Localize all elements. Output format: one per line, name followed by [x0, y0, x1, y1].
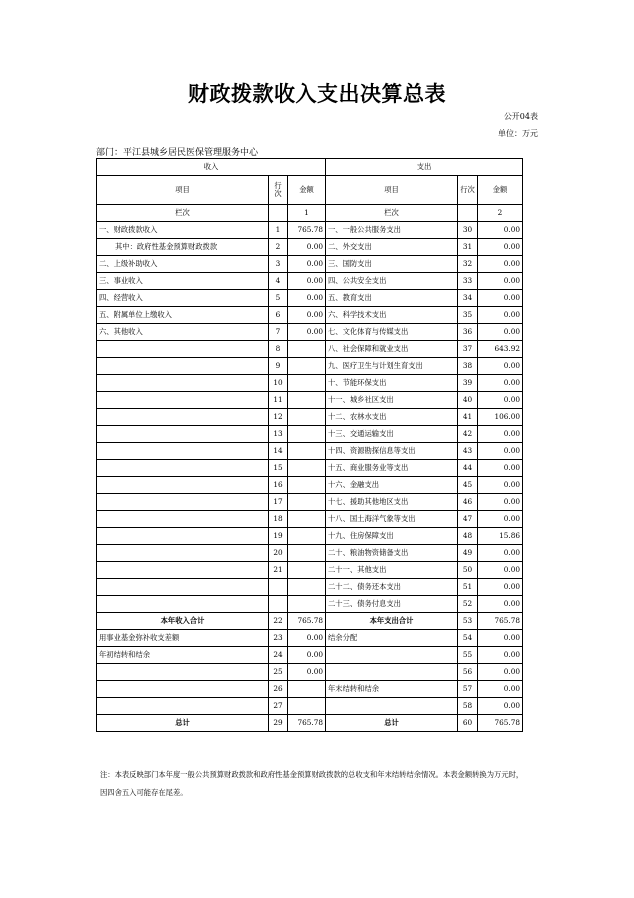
income-amount	[288, 392, 326, 409]
expense-item	[326, 698, 458, 715]
expense-line-number: 52	[458, 596, 478, 613]
income-line-number: 2	[269, 239, 288, 256]
income-line-number: 15	[269, 460, 288, 477]
expense-amount-header: 金额	[478, 176, 523, 205]
expense-item: 总计	[326, 715, 458, 732]
income-line-number: 18	[269, 511, 288, 528]
expense-item	[326, 664, 458, 681]
income-amount: 0.00	[288, 239, 326, 256]
table-row	[97, 443, 523, 460]
income-line-number: 14	[269, 443, 288, 460]
income-line-number: 11	[269, 392, 288, 409]
table-row	[97, 273, 523, 290]
income-item: 五、附属单位上缴收入	[97, 307, 269, 324]
income-item	[97, 545, 269, 562]
income-amount	[288, 494, 326, 511]
expense-amount: 0.00	[478, 256, 523, 273]
expense-line-number: 55	[458, 647, 478, 664]
income-line-number: 4	[269, 273, 288, 290]
income-amount	[288, 528, 326, 545]
income-amount	[288, 681, 326, 698]
income-item: 四、经营收入	[97, 290, 269, 307]
expense-line-number: 31	[458, 239, 478, 256]
expense-line-number: 34	[458, 290, 478, 307]
income-item	[97, 460, 269, 477]
income-column-number: 1	[288, 205, 326, 222]
budget-table	[96, 158, 523, 732]
expense-amount: 0.00	[478, 494, 523, 511]
expense-amount: 0.00	[478, 307, 523, 324]
income-amount	[288, 460, 326, 477]
table-row	[97, 222, 523, 239]
empty-cell	[269, 205, 288, 222]
income-amount-header: 金额	[288, 176, 326, 205]
page-title: 财政拨款收入支出决算总表	[188, 81, 446, 106]
header-row-section	[97, 159, 523, 176]
income-amount: 0.00	[288, 256, 326, 273]
expense-item: 十五、商业服务业等支出	[326, 460, 458, 477]
expense-line-number: 36	[458, 324, 478, 341]
table-row	[97, 375, 523, 392]
table-row	[97, 341, 523, 358]
income-amount	[288, 426, 326, 443]
expense-amount: 106.00	[478, 409, 523, 426]
income-item: 三、事业收入	[97, 273, 269, 290]
expense-line-number: 43	[458, 443, 478, 460]
income-amount	[288, 358, 326, 375]
income-item: 本年收入合计	[97, 613, 269, 630]
income-line-number: 13	[269, 426, 288, 443]
income-amount	[288, 698, 326, 715]
expense-item	[326, 647, 458, 664]
expense-line-number: 38	[458, 358, 478, 375]
table-row	[97, 528, 523, 545]
expense-item: 二十、粮油物资储备支出	[326, 545, 458, 562]
expense-amount: 0.00	[478, 273, 523, 290]
income-amount: 765.78	[288, 715, 326, 732]
expense-item-header: 项目	[326, 176, 458, 205]
income-line-number: 10	[269, 375, 288, 392]
income-item	[97, 477, 269, 494]
income-amount	[288, 562, 326, 579]
expense-item: 十三、交通运输支出	[326, 426, 458, 443]
expense-line-number: 47	[458, 511, 478, 528]
income-item	[97, 426, 269, 443]
table-row	[97, 239, 523, 256]
expense-amount: 0.00	[478, 443, 523, 460]
income-amount: 0.00	[288, 664, 326, 681]
expense-item: 一、一般公共服务支出	[326, 222, 458, 239]
expense-line-header: 行次	[458, 176, 478, 205]
income-item	[97, 409, 269, 426]
income-amount	[288, 477, 326, 494]
income-line-number: 29	[269, 715, 288, 732]
expense-item: 二十三、债务付息支出	[326, 596, 458, 613]
expense-item: 十二、农林水支出	[326, 409, 458, 426]
income-line-number: 17	[269, 494, 288, 511]
income-item: 二、上级补助收入	[97, 256, 269, 273]
expense-item: 六、科学技术支出	[326, 307, 458, 324]
expense-amount: 0.00	[478, 222, 523, 239]
income-item-header: 项目	[97, 176, 269, 205]
expense-line-number: 33	[458, 273, 478, 290]
income-line-number: 5	[269, 290, 288, 307]
expense-amount: 0.00	[478, 290, 523, 307]
subtotal-row	[97, 613, 523, 630]
income-line-number: 9	[269, 358, 288, 375]
expense-line-number: 49	[458, 545, 478, 562]
table-row	[97, 256, 523, 273]
income-header: 收入	[97, 159, 326, 176]
table-row	[97, 324, 523, 341]
table-row	[97, 579, 523, 596]
expense-item: 十八、国土海洋气象等支出	[326, 511, 458, 528]
department-label: 部门：平江县城乡居民医保管理服务中心	[96, 148, 259, 158]
expense-amount: 765.78	[478, 613, 523, 630]
expense-item: 十一、城乡社区支出	[326, 392, 458, 409]
income-item	[97, 562, 269, 579]
table-row	[97, 392, 523, 409]
expense-item: 年末结转和结余	[326, 681, 458, 698]
expense-amount: 0.00	[478, 511, 523, 528]
expense-item: 十九、住房保障支出	[326, 528, 458, 545]
table-row	[97, 630, 523, 647]
expense-line-number: 57	[458, 681, 478, 698]
expense-line-number: 58	[458, 698, 478, 715]
income-amount: 765.78	[288, 222, 326, 239]
income-amount: 0.00	[288, 630, 326, 647]
expense-amount: 0.00	[478, 477, 523, 494]
expense-line-number: 30	[458, 222, 478, 239]
table-row	[97, 290, 523, 307]
income-amount: 0.00	[288, 307, 326, 324]
expense-item: 结余分配	[326, 630, 458, 647]
income-line-number: 12	[269, 409, 288, 426]
table-row	[97, 409, 523, 426]
income-item: 其中：政府性基金预算财政拨款	[97, 239, 269, 256]
expense-amount: 0.00	[478, 562, 523, 579]
income-item	[97, 375, 269, 392]
income-line-number	[269, 596, 288, 613]
income-line-number: 3	[269, 256, 288, 273]
income-line-number: 19	[269, 528, 288, 545]
income-item	[97, 681, 269, 698]
expense-amount: 765.78	[478, 715, 523, 732]
expense-amount: 0.00	[478, 545, 523, 562]
income-item: 用事业基金弥补收支差额	[97, 630, 269, 647]
income-line-number: 23	[269, 630, 288, 647]
table-row	[97, 307, 523, 324]
table-row	[97, 511, 523, 528]
table-row	[97, 477, 523, 494]
expense-amount: 643.92	[478, 341, 523, 358]
expense-amount: 0.00	[478, 460, 523, 477]
column-label-row	[97, 205, 523, 222]
income-item	[97, 664, 269, 681]
expense-amount: 0.00	[478, 647, 523, 664]
income-amount	[288, 375, 326, 392]
expense-line-number: 42	[458, 426, 478, 443]
income-line-number: 27	[269, 698, 288, 715]
expense-amount: 0.00	[478, 375, 523, 392]
expense-column-label: 栏次	[326, 205, 458, 222]
expense-item: 七、文化体育与传媒支出	[326, 324, 458, 341]
expense-item: 九、医疗卫生与计划生育支出	[326, 358, 458, 375]
table-row	[97, 426, 523, 443]
table-row	[97, 698, 523, 715]
income-amount	[288, 579, 326, 596]
income-line-number: 6	[269, 307, 288, 324]
expense-item: 二十一、其他支出	[326, 562, 458, 579]
income-line-number	[269, 579, 288, 596]
income-item	[97, 341, 269, 358]
expense-line-number: 37	[458, 341, 478, 358]
table-row	[97, 460, 523, 477]
income-amount	[288, 341, 326, 358]
income-line-number: 22	[269, 613, 288, 630]
expense-amount: 0.00	[478, 426, 523, 443]
expense-item: 二、外交支出	[326, 239, 458, 256]
unit-label: 单位：万元	[498, 129, 538, 138]
form-code: 公开04表	[503, 112, 538, 121]
income-line-number: 20	[269, 545, 288, 562]
income-line-number: 8	[269, 341, 288, 358]
income-line-number: 1	[269, 222, 288, 239]
income-amount: 0.00	[288, 647, 326, 664]
expense-item: 八、社会保障和就业支出	[326, 341, 458, 358]
expense-item: 四、公共安全支出	[326, 273, 458, 290]
income-amount	[288, 511, 326, 528]
income-line-number: 21	[269, 562, 288, 579]
table-row	[97, 494, 523, 511]
table-row	[97, 545, 523, 562]
income-item	[97, 443, 269, 460]
expense-amount: 0.00	[478, 681, 523, 698]
table-row	[97, 647, 523, 664]
income-item: 一、财政拨款收入	[97, 222, 269, 239]
expense-line-number: 46	[458, 494, 478, 511]
income-item	[97, 528, 269, 545]
expense-line-number: 40	[458, 392, 478, 409]
expense-amount: 0.00	[478, 630, 523, 647]
income-item	[97, 698, 269, 715]
expense-line-number: 60	[458, 715, 478, 732]
income-column-label: 栏次	[97, 205, 269, 222]
total-row	[97, 715, 523, 732]
income-amount: 0.00	[288, 324, 326, 341]
expense-line-number: 44	[458, 460, 478, 477]
income-amount: 765.78	[288, 613, 326, 630]
expense-header: 支出	[326, 159, 523, 176]
income-item: 总计	[97, 715, 269, 732]
table-row	[97, 358, 523, 375]
income-item	[97, 392, 269, 409]
expense-amount: 0.00	[478, 698, 523, 715]
income-item	[97, 358, 269, 375]
income-amount: 0.00	[288, 273, 326, 290]
header-row-columns	[97, 176, 523, 205]
expense-line-number: 45	[458, 477, 478, 494]
expense-item: 十六、金融支出	[326, 477, 458, 494]
expense-amount: 0.00	[478, 579, 523, 596]
table-row	[97, 562, 523, 579]
expense-column-number: 2	[478, 205, 523, 222]
income-item: 六、其他收入	[97, 324, 269, 341]
income-amount	[288, 596, 326, 613]
expense-item: 五、教育支出	[326, 290, 458, 307]
footnote: 注：本表反映部门本年度一般公共预算财政拨款和政府性基金预算财政拨款的总收支和年末结转结余情况。本表金额转换为万元时，因四舍五入可能存在尾差。	[100, 770, 524, 797]
expense-line-number: 41	[458, 409, 478, 426]
expense-line-number: 54	[458, 630, 478, 647]
expense-amount: 0.00	[478, 392, 523, 409]
expense-item: 十四、资源勘探信息等支出	[326, 443, 458, 460]
income-line-number: 7	[269, 324, 288, 341]
expense-amount: 0.00	[478, 664, 523, 681]
expense-amount: 0.00	[478, 239, 523, 256]
expense-amount: 0.00	[478, 324, 523, 341]
expense-line-number: 35	[458, 307, 478, 324]
income-line-number: 26	[269, 681, 288, 698]
expense-item: 十七、援助其他地区支出	[326, 494, 458, 511]
expense-line-number: 50	[458, 562, 478, 579]
expense-item: 十、节能环保支出	[326, 375, 458, 392]
expense-line-number: 32	[458, 256, 478, 273]
expense-line-number: 53	[458, 613, 478, 630]
income-line-number: 16	[269, 477, 288, 494]
expense-amount: 0.00	[478, 596, 523, 613]
expense-amount: 15.86	[478, 528, 523, 545]
income-item	[97, 494, 269, 511]
expense-item: 二十二、债务还本支出	[326, 579, 458, 596]
expense-item: 三、国防支出	[326, 256, 458, 273]
income-line-header: 行次	[269, 176, 288, 205]
expense-line-number: 39	[458, 375, 478, 392]
empty-cell	[458, 205, 478, 222]
expense-line-number: 51	[458, 579, 478, 596]
income-line-number: 24	[269, 647, 288, 664]
table-row	[97, 681, 523, 698]
income-item	[97, 596, 269, 613]
income-item	[97, 579, 269, 596]
income-amount	[288, 545, 326, 562]
income-item: 年初结转和结余	[97, 647, 269, 664]
expense-line-number: 48	[458, 528, 478, 545]
table-row	[97, 596, 523, 613]
expense-line-number: 56	[458, 664, 478, 681]
income-line-number: 25	[269, 664, 288, 681]
expense-item: 本年支出合计	[326, 613, 458, 630]
income-amount	[288, 443, 326, 460]
expense-amount: 0.00	[478, 358, 523, 375]
income-amount	[288, 409, 326, 426]
income-item	[97, 511, 269, 528]
income-amount: 0.00	[288, 290, 326, 307]
table-row	[97, 664, 523, 681]
